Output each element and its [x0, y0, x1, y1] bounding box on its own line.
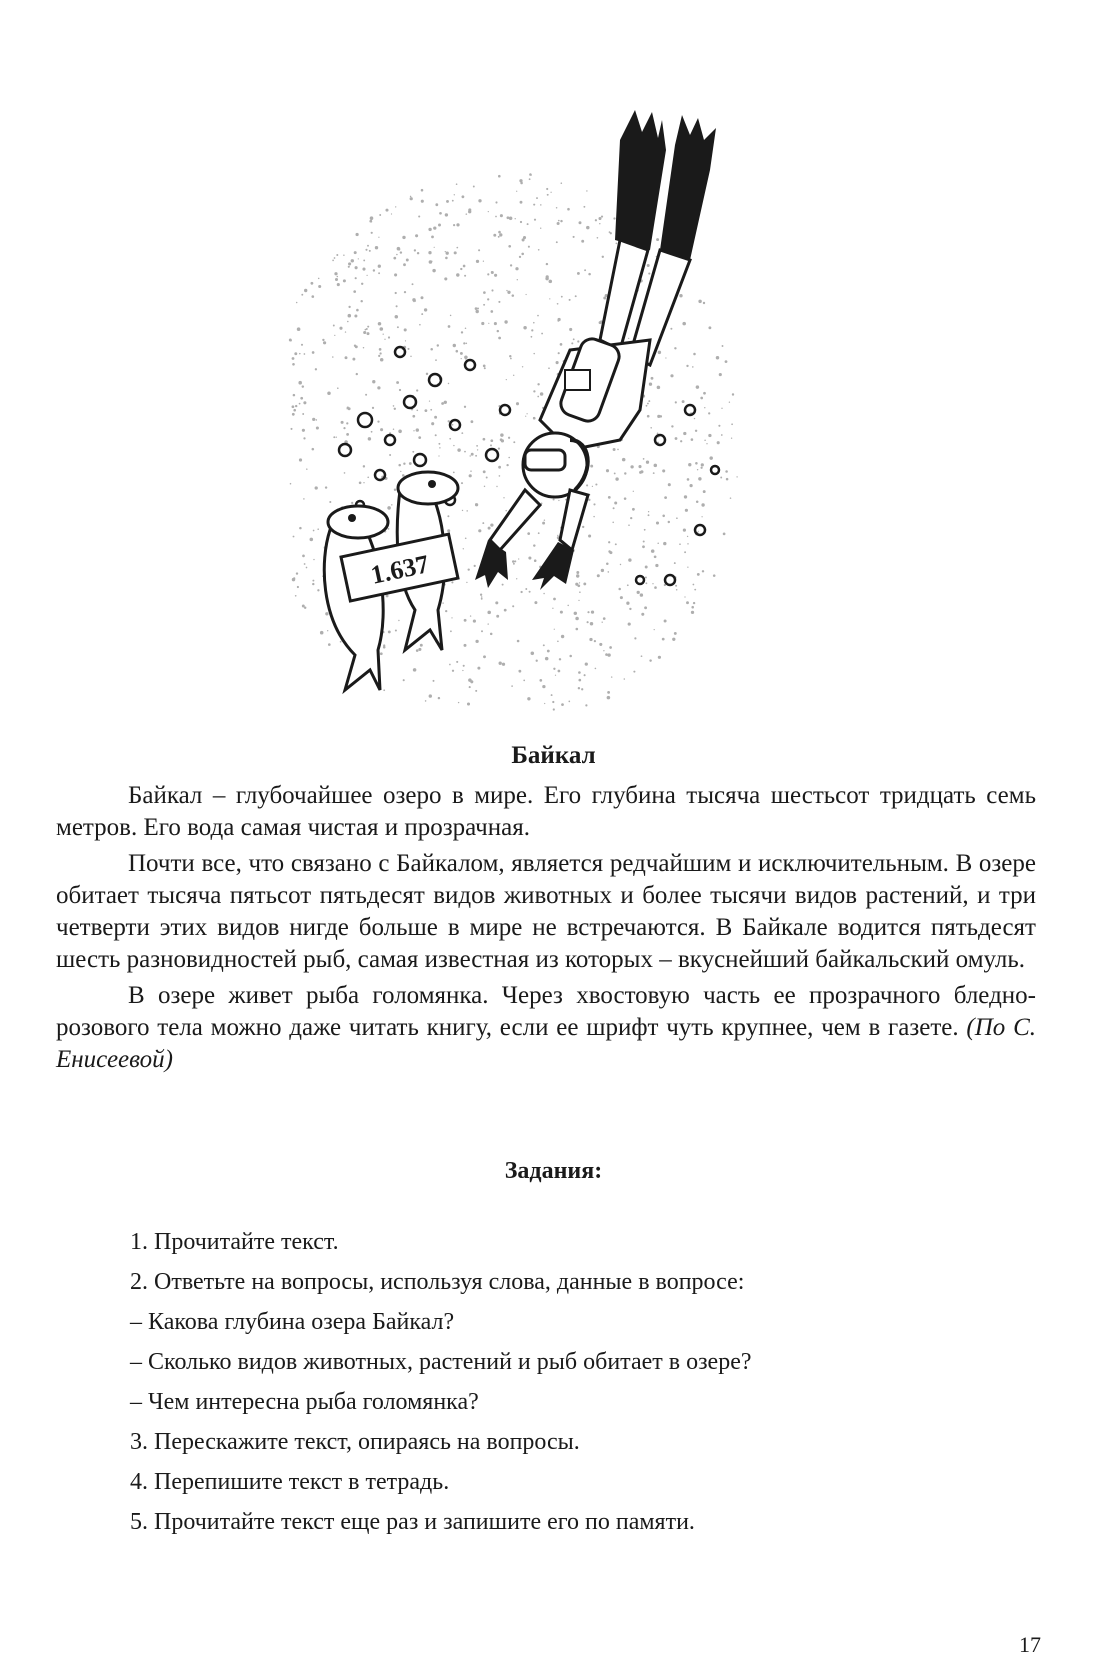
paragraph: Почти все, что связано с Байкалом, является редчайшим и исключительным. В озере обитает тысяча пятьсот пятьдесят видов животных и более тысячи видов растений, и три четверти этих видов нигде больше в мире не встречаются. В Байкале водится пятьдесят шесть разновидностей рыб, самая известная из которых – вкуснейший байкальский омуль.	[56, 850, 1036, 973]
diving-mask-icon	[525, 450, 565, 470]
main-text	[56, 780, 1036, 1080]
diver-illustration	[270, 110, 810, 720]
left-fin-icon	[615, 110, 666, 250]
paragraph: Байкал – глубочайшее озеро в мире. Его глубина тысяча шестьсот тридцать семь метров. Его вода самая чистая и прозрачная.	[56, 782, 1036, 841]
paragraph-text: В озере живет рыба голомянка. Через хвостовую часть ее прозрачного бледно-розового тела можно даже читать книгу, если ее шрифт чуть крупнее, чем в газете.	[56, 982, 1036, 1041]
task-item: 2. Ответьте на вопросы, используя слова, данные в вопросе:	[130, 1269, 745, 1295]
task-item: – Какова глубина озера Байкал?	[130, 1309, 455, 1335]
tasks-title: Задания:	[504, 1158, 603, 1184]
task-item: 4. Перепишите текст в тетрадь.	[130, 1469, 450, 1495]
page-number: 17	[1019, 1632, 1041, 1657]
task-item: – Чем интересна рыба голомянка?	[130, 1389, 479, 1415]
fish-left-icon	[324, 520, 383, 690]
task-item: 3. Перескажите текст, опираясь на вопросы.	[130, 1429, 580, 1455]
paragraph	[56, 980, 1036, 1076]
page-title: Байкал	[511, 742, 596, 769]
right-fin-icon	[660, 115, 716, 260]
right-glove-icon	[532, 542, 574, 590]
task-item: 5. Прочитайте текст еще раз и запишите его по памяти.	[130, 1509, 695, 1535]
source-attribution: (По С. Енисеевой)	[56, 1014, 1037, 1073]
task-item: 1. Прочитайте текст.	[130, 1229, 339, 1255]
task-item: – Сколько видов животных, растений и рыб обитает в озере?	[130, 1349, 752, 1375]
tasks-list	[130, 1226, 1030, 1546]
depth-sign-text: 1.637	[368, 549, 432, 590]
